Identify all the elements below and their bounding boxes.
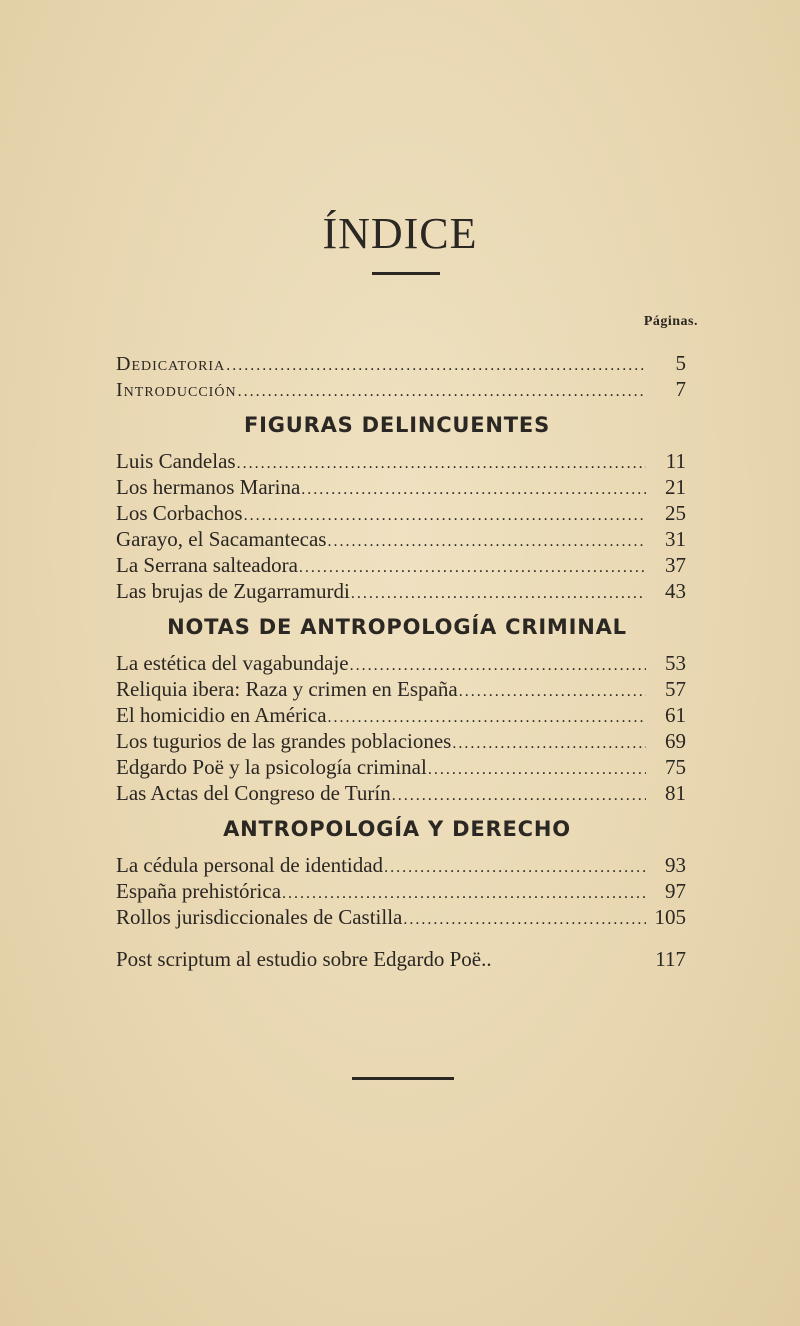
toc-entry-page: 93 [665,853,686,877]
toc-entry-title: El homicidio en América [116,703,327,727]
toc-entry [116,904,686,930]
toc-entry-title: Los tugurios de las grandes poblaciones [116,729,452,753]
dot-leader [459,679,646,705]
toc-entry-title: Dedicatoria [116,353,226,375]
toc-entry-postscript [116,946,686,972]
toc-entry [116,500,686,526]
toc-entry-title: Los Corbachos [116,501,243,525]
toc-entry [116,578,686,604]
toc-entry-title: Las brujas de Zugarramurdi [116,579,350,603]
page-title: ÍNDICE [322,209,478,258]
toc-entry-page: 61 [665,703,686,727]
section-heading-notas: NOTAS DE ANTROPOLOGÍA CRIMINAL [167,615,627,639]
toc-entry [116,676,686,702]
toc-entry [116,702,686,728]
toc-entry-page: 117 [655,947,686,971]
toc-entry-title: Reliquia ibera: Raza y crimen en España [116,677,458,701]
section-heading-antropologia: ANTROPOLOGÍA Y DERECHO [223,817,571,841]
toc-entry-title: Las Actas del Congreso de Turín [116,781,391,805]
toc-entry-title: La cédula personal de identidad [116,853,384,877]
toc-entry [116,474,686,500]
dot-leader [226,353,646,379]
toc-entry-page: 53 [665,651,686,675]
toc-entry-page: 25 [665,501,686,525]
title-rule [372,272,440,275]
toc-entry [116,878,686,904]
toc-entry [116,650,686,676]
table-of-contents [116,350,686,972]
toc-entry-introduccion [116,376,686,402]
toc-entry [116,448,686,474]
toc-entry [116,552,686,578]
toc-entry-dedicatoria [116,350,686,376]
toc-entry [116,728,686,754]
toc-entry [116,780,686,806]
dot-leader [301,477,646,503]
toc-entry-page: 7 [675,377,686,401]
toc-entry-page: 81 [665,781,686,805]
dot-leader [327,529,646,555]
toc-entry-page: 57 [665,677,686,701]
toc-entry-title: Rollos jurisdiccionales de Castilla [116,905,403,929]
toc-entry-title: España prehistórica [116,879,282,903]
dot-leader [428,757,646,783]
dot-leader [452,731,646,757]
toc-entry-page: 31 [665,527,686,551]
dot-leader [299,555,646,581]
toc-entry-title: La Serrana salteadora [116,553,298,577]
closing-rule [352,1077,454,1080]
toc-entry [116,754,686,780]
toc-entry-page: 97 [665,879,686,903]
dot-leader [384,855,646,881]
toc-entry-title: Luis Candelas [116,449,236,473]
toc-entry-title: Los hermanos Marina [116,475,301,499]
toc-entry [116,852,686,878]
toc-entry-page: 11 [665,449,686,473]
toc-entry [116,526,686,552]
toc-entry-page: 69 [665,729,686,753]
pages-column-header: Páginas. [643,314,698,329]
toc-entry-title: Garayo, el Sacamantecas [116,527,327,551]
toc-entry-title: Introducción [116,379,237,401]
section-heading-figuras: FIGURAS DELINCUENTES [243,413,551,437]
dot-leader [403,907,646,933]
toc-entry-title: La estética del vagabundaje [116,651,349,675]
toc-entry-page: 105 [654,905,686,929]
toc-entry-page: 75 [665,755,686,779]
toc-entry-page: 37 [665,553,686,577]
toc-entry-page: 5 [675,351,686,375]
toc-entry-page: 21 [665,475,686,499]
toc-entry-page: 43 [665,579,686,603]
toc-entry-title: Post scriptum al estudio sobre Edgardo Poë.. [116,947,492,971]
toc-entry-title: Edgardo Poë y la psicología criminal [116,755,427,779]
